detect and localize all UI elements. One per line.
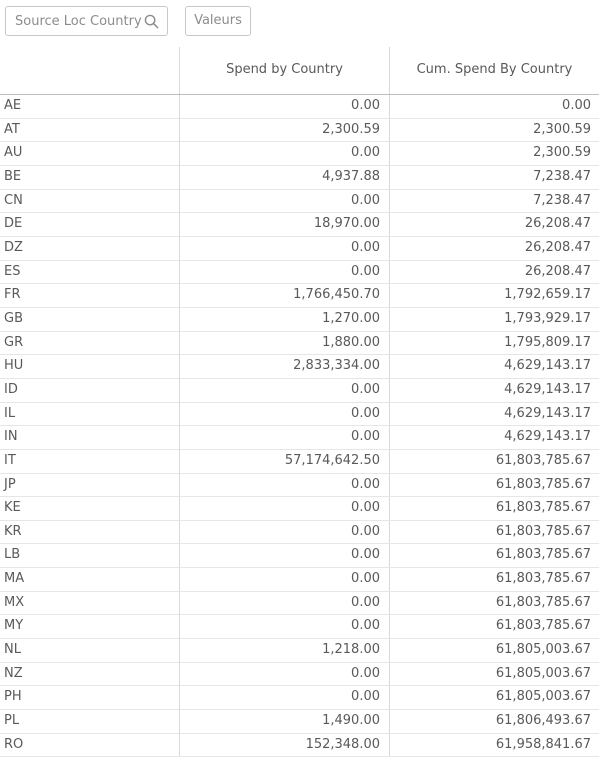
table-row[interactable] xyxy=(0,734,599,757)
spend-cell: 0.00 xyxy=(351,665,380,681)
column-divider xyxy=(389,615,390,638)
spend-cell: 0.00 xyxy=(351,571,380,587)
spend-cell: 1,218.00 xyxy=(322,642,380,658)
table-row[interactable] xyxy=(0,166,599,190)
cum-spend-cell: 0.00 xyxy=(562,98,591,113)
country-code-cell[interactable]: MY xyxy=(4,618,24,634)
cum-spend-cell: 1,792,659.17 xyxy=(504,287,591,303)
spend-cell: 0.00 xyxy=(351,594,380,610)
column-divider xyxy=(389,308,390,331)
cum-spend-cell: 1,795,809.17 xyxy=(504,334,591,350)
spend-cell: 57,174,642.50 xyxy=(284,452,380,468)
column-divider xyxy=(179,166,180,189)
country-code-cell[interactable]: IL xyxy=(4,405,16,421)
column-divider xyxy=(179,474,180,497)
column-divider xyxy=(389,119,390,142)
column-divider xyxy=(179,403,180,426)
column-divider xyxy=(389,592,390,615)
cum-spend-cell: 61,803,785.67 xyxy=(495,571,591,587)
cum-spend-cell: 7,238.47 xyxy=(533,168,591,184)
cum-spend-cell: 61,803,785.67 xyxy=(495,452,591,468)
table-row[interactable] xyxy=(0,213,599,237)
column-divider xyxy=(389,426,390,449)
column-divider xyxy=(179,119,180,142)
column-divider xyxy=(389,261,390,284)
country-code-cell[interactable]: IT xyxy=(4,452,16,468)
cum-spend-cell: 4,629,143.17 xyxy=(504,358,591,374)
column-divider xyxy=(389,521,390,544)
spend-cell: 0.00 xyxy=(351,263,380,279)
table-row[interactable] xyxy=(0,615,599,639)
spend-cell: 0.00 xyxy=(351,239,380,255)
country-code-cell[interactable]: ID xyxy=(4,381,18,397)
spend-cell: 0.00 xyxy=(351,547,380,563)
cum-spend-cell: 61,803,785.67 xyxy=(495,594,591,610)
cum-spend-cell: 4,629,143.17 xyxy=(504,381,591,397)
table-row[interactable] xyxy=(0,426,599,450)
column-divider xyxy=(179,213,180,236)
column-divider xyxy=(179,734,180,757)
spend-cell: 18,970.00 xyxy=(313,216,380,232)
column-divider xyxy=(179,355,180,378)
column-divider xyxy=(179,426,180,449)
country-code-cell[interactable]: GB xyxy=(4,310,23,326)
column-divider xyxy=(389,190,390,213)
column-divider xyxy=(179,332,180,355)
cum-spend-cell: 7,238.47 xyxy=(533,192,591,208)
table-row[interactable] xyxy=(0,592,599,616)
cum-spend-cell: 61,803,785.67 xyxy=(495,618,591,634)
column-divider xyxy=(389,213,390,236)
table-row[interactable] xyxy=(0,474,599,498)
spend-cell: 1,766,450.70 xyxy=(293,287,380,303)
country-code-cell[interactable]: CN xyxy=(4,192,23,208)
table-row[interactable] xyxy=(0,261,599,285)
search-icon xyxy=(144,14,159,29)
cum-spend-cell: 2,300.59 xyxy=(533,145,591,161)
country-code-cell[interactable]: AE xyxy=(4,98,22,113)
cum-spend-cell: 61,803,785.67 xyxy=(495,523,591,539)
cum-spend-cell: 26,208.47 xyxy=(524,263,591,279)
table-row[interactable] xyxy=(0,190,599,214)
source-loc-country-search[interactable] xyxy=(5,6,168,36)
spend-cell: 2,833,334.00 xyxy=(293,358,380,374)
table-row[interactable] xyxy=(0,710,599,734)
column-divider xyxy=(389,663,390,686)
column-divider xyxy=(179,615,180,638)
column-divider xyxy=(389,142,390,165)
country-code-cell[interactable]: DE xyxy=(4,216,23,232)
pivot-table xyxy=(0,47,599,757)
table-row[interactable] xyxy=(0,119,599,143)
column-divider xyxy=(389,497,390,520)
country-code-cell[interactable]: KR xyxy=(4,523,22,539)
header-spend-by-country[interactable]: Spend by Country xyxy=(226,62,343,77)
table-row[interactable] xyxy=(0,308,599,332)
column-divider xyxy=(179,663,180,686)
column-divider xyxy=(179,450,180,473)
spend-cell: 0.00 xyxy=(351,381,380,397)
column-divider xyxy=(179,190,180,213)
country-code-cell[interactable]: MX xyxy=(4,594,25,610)
spend-cell: 0.00 xyxy=(351,192,380,208)
country-code-cell[interactable]: LB xyxy=(4,547,21,563)
header-cum-spend-by-country[interactable]: Cum. Spend By Country xyxy=(416,62,573,77)
cum-spend-cell: 61,803,785.67 xyxy=(495,476,591,492)
column-divider xyxy=(179,521,180,544)
cum-spend-cell: 61,805,003.67 xyxy=(495,689,591,705)
cum-spend-cell: 4,629,143.17 xyxy=(504,405,591,421)
column-divider xyxy=(179,142,180,165)
spend-cell: 0.00 xyxy=(351,523,380,539)
column-divider xyxy=(179,568,180,591)
column-divider xyxy=(179,710,180,733)
table-header xyxy=(0,47,599,95)
spend-cell: 0.00 xyxy=(351,145,380,161)
column-divider xyxy=(179,379,180,402)
column-divider xyxy=(389,710,390,733)
spend-cell: 152,348.00 xyxy=(305,736,380,752)
column-divider xyxy=(389,403,390,426)
country-code-cell[interactable]: DZ xyxy=(4,239,23,255)
cum-spend-cell: 61,803,785.67 xyxy=(495,547,591,563)
country-code-cell[interactable]: JP xyxy=(4,476,16,492)
country-code-cell[interactable]: PH xyxy=(4,689,22,705)
table-row[interactable] xyxy=(0,568,599,592)
country-code-cell[interactable]: NL xyxy=(4,642,21,658)
table-row[interactable] xyxy=(0,95,599,119)
country-code-cell[interactable]: AU xyxy=(4,145,23,161)
column-divider xyxy=(179,544,180,567)
spend-cell: 0.00 xyxy=(351,98,380,113)
table-row[interactable] xyxy=(0,142,599,166)
column-divider xyxy=(389,332,390,355)
column-divider xyxy=(389,686,390,709)
spend-cell: 0.00 xyxy=(351,500,380,516)
column-divider xyxy=(389,568,390,591)
column-divider xyxy=(389,474,390,497)
column-divider xyxy=(179,308,180,331)
spend-cell: 2,300.59 xyxy=(322,121,380,137)
spend-cell: 1,490.00 xyxy=(322,713,380,729)
table-row[interactable] xyxy=(0,686,599,710)
country-code-cell[interactable]: PL xyxy=(4,713,20,729)
table-row[interactable] xyxy=(0,379,599,403)
spend-cell: 0.00 xyxy=(351,618,380,634)
column-divider xyxy=(389,544,390,567)
spend-cell: 0.00 xyxy=(351,689,380,705)
column-divider xyxy=(389,355,390,378)
table-row[interactable] xyxy=(0,521,599,545)
column-divider xyxy=(389,639,390,662)
column-divider xyxy=(389,379,390,402)
cum-spend-cell: 61,805,003.67 xyxy=(495,665,591,681)
column-divider xyxy=(389,237,390,260)
values-button[interactable]: Valeurs xyxy=(185,6,251,36)
spend-cell: 0.00 xyxy=(351,476,380,492)
search-field-label: Source Loc Country xyxy=(15,14,142,29)
column-divider xyxy=(179,237,180,260)
table-row[interactable] xyxy=(0,332,599,356)
spend-cell: 1,270.00 xyxy=(322,310,380,326)
spend-cell: 0.00 xyxy=(351,405,380,421)
spend-cell: 0.00 xyxy=(351,429,380,445)
column-divider xyxy=(179,686,180,709)
cum-spend-cell: 61,806,493.67 xyxy=(495,713,591,729)
cum-spend-cell: 1,793,929.17 xyxy=(504,310,591,326)
table-row[interactable] xyxy=(0,663,599,687)
column-divider xyxy=(179,95,180,118)
toolbar xyxy=(0,0,599,47)
spend-cell: 4,937.88 xyxy=(322,168,380,184)
column-divider xyxy=(389,95,390,118)
country-code-cell[interactable]: RO xyxy=(4,736,24,752)
column-divider xyxy=(179,639,180,662)
column-divider xyxy=(179,284,180,307)
country-code-cell[interactable]: KE xyxy=(4,500,21,516)
spend-cell: 1,880.00 xyxy=(322,334,380,350)
cum-spend-cell: 26,208.47 xyxy=(524,216,591,232)
country-code-cell[interactable]: AT xyxy=(4,121,20,137)
table-row[interactable] xyxy=(0,403,599,427)
country-code-cell[interactable]: HU xyxy=(4,358,24,374)
cum-spend-cell: 4,629,143.17 xyxy=(504,429,591,445)
cum-spend-cell: 26,208.47 xyxy=(524,239,591,255)
cum-spend-cell: 61,803,785.67 xyxy=(495,500,591,516)
table-row[interactable] xyxy=(0,284,599,308)
cum-spend-cell: 61,958,841.67 xyxy=(495,736,591,752)
country-code-cell[interactable]: MA xyxy=(4,571,25,587)
column-divider xyxy=(389,284,390,307)
column-divider xyxy=(389,450,390,473)
country-code-cell[interactable]: IN xyxy=(4,429,18,445)
column-divider xyxy=(179,497,180,520)
table-row[interactable] xyxy=(0,544,599,568)
cum-spend-cell: 2,300.59 xyxy=(533,121,591,137)
column-divider xyxy=(389,734,390,757)
column-divider xyxy=(179,592,180,615)
country-code-cell[interactable]: BE xyxy=(4,168,22,184)
table-row[interactable] xyxy=(0,450,599,474)
table-row[interactable] xyxy=(0,497,599,521)
cum-spend-cell: 61,805,003.67 xyxy=(495,642,591,658)
column-divider xyxy=(179,261,180,284)
country-code-cell[interactable]: ES xyxy=(4,263,21,279)
table-row[interactable] xyxy=(0,237,599,261)
table-row[interactable] xyxy=(0,639,599,663)
table-row[interactable] xyxy=(0,355,599,379)
column-divider xyxy=(389,166,390,189)
country-code-cell[interactable]: GR xyxy=(4,334,24,350)
table-body xyxy=(0,95,599,757)
country-code-cell[interactable]: FR xyxy=(4,287,21,303)
country-code-cell[interactable]: NZ xyxy=(4,665,23,681)
